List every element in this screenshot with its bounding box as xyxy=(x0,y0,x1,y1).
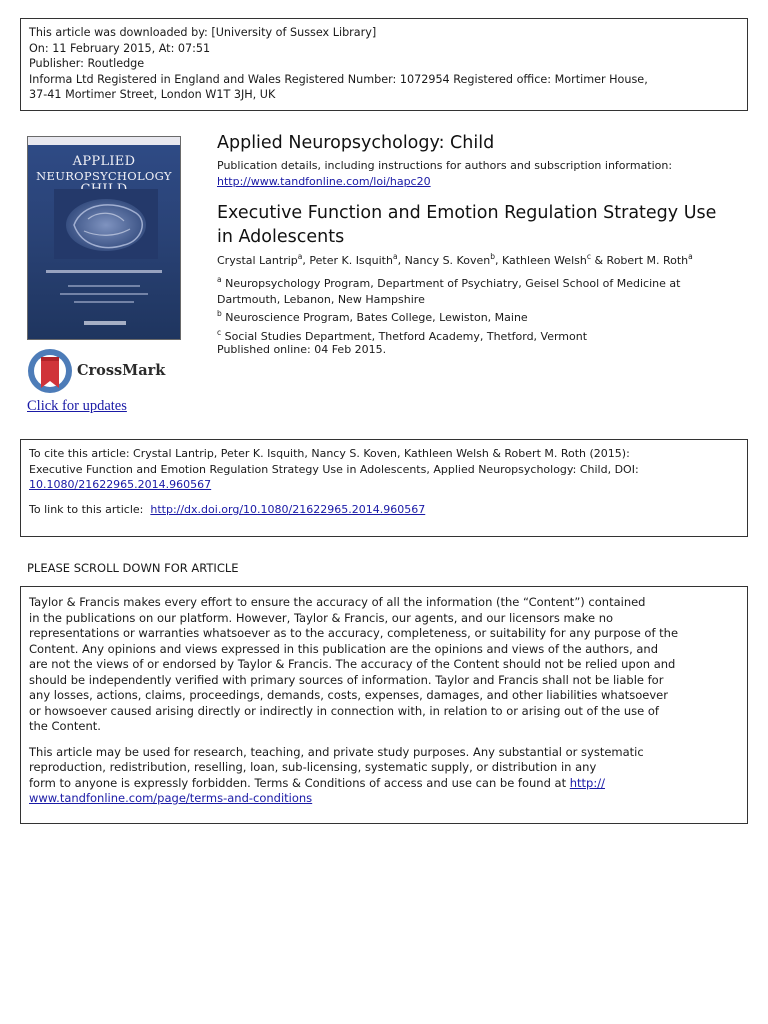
cover-text-line xyxy=(74,301,134,303)
author-name: Crystal Lantrip xyxy=(217,254,298,267)
cover-brain-graphic xyxy=(54,189,158,259)
link-to-article-label: To link to this article: xyxy=(29,502,144,516)
disclaimer-line: Content. Any opinions and views expressed in this publication are the opinions and views of the authors, and xyxy=(29,641,659,656)
author-separator: & xyxy=(590,254,607,267)
download-info-line: On: 11 February 2015, At: 07:51 xyxy=(29,41,211,55)
usage-paragraph xyxy=(29,745,739,807)
author-affiliation-mark: a xyxy=(297,252,303,261)
author-affiliation-mark: c xyxy=(586,252,591,261)
affiliation-text: Neuropsychology Program, Department of Psychiatry, Geisel School of Medicine at xyxy=(225,277,681,290)
publication-details-text: Publication details, including instructions for authors and subscription information: xyxy=(217,159,673,172)
published-date: Published online: 04 Feb 2015. xyxy=(217,343,387,356)
download-info-line: 37-41 Mortimer Street, London W1T 3JH, UK xyxy=(29,88,276,102)
download-info-line: This article was downloaded by: [University of Sussex Library] xyxy=(29,26,377,39)
journal-name: Applied Neuropsychology: Child xyxy=(217,133,495,153)
affiliation-mark: c xyxy=(217,328,222,337)
cover-title-line: NEUROPSYCHOLOGY xyxy=(36,169,172,183)
terms-link-continued[interactable]: www.tandfonline.com/page/terms-and-conditions xyxy=(29,791,313,805)
affiliation-mark: b xyxy=(217,309,222,318)
publisher-logo xyxy=(84,321,126,325)
affiliation-b xyxy=(217,306,528,326)
disclaimer-box xyxy=(20,586,748,824)
author-separator: , xyxy=(302,254,310,267)
author-list xyxy=(217,252,693,267)
author-affiliation-mark: b xyxy=(490,252,495,261)
cover-text-line xyxy=(68,285,140,287)
author-name: Robert M. Roth xyxy=(606,254,689,267)
author-separator: , xyxy=(397,254,405,267)
cover-title-line: APPLIED xyxy=(72,154,136,169)
download-info-box xyxy=(20,18,748,111)
disclaimer-line: are not the views of or endorsed by Taylor & Francis. The accuracy of the Content should not be relied upon and xyxy=(29,657,676,671)
download-info-line: Publisher: Routledge xyxy=(29,57,145,71)
author-name: Nancy S. Koven xyxy=(404,254,491,267)
disclaimer-line: any losses, actions, claims, proceedings, demands, costs, expenses, damages, and other liabilities whatsoever xyxy=(29,688,668,702)
citation-line: To cite this article: Crystal Lantrip, Peter K. Isquith, Nancy S. Koven, Kathleen Welsh & Robert M. Roth (2015): xyxy=(29,447,630,460)
citation-line: Executive Function and Emotion Regulation Strategy Use in Adolescents, Applied Neuropsychology: Child, DOI: xyxy=(29,462,639,476)
citation-box xyxy=(20,439,748,537)
disclaimer-line: Taylor & Francis makes every effort to ensure the accuracy of all the information (the “Content”) contained xyxy=(29,595,646,609)
author-name: Peter K. Isquith xyxy=(309,254,393,267)
usage-line: This article may be used for research, teaching, and private study purposes. Any substantial or systematic xyxy=(29,744,644,759)
click-for-updates-link[interactable]: Click for updates xyxy=(27,398,127,414)
doi-link[interactable]: 10.1080/21622965.2014.960567 xyxy=(29,478,212,491)
terms-link[interactable]: http:// xyxy=(569,775,605,790)
cover-top-band xyxy=(28,137,180,145)
cover-divider xyxy=(46,270,162,273)
download-info-line: Informa Ltd Registered in England and Wales Registered Number: 1072954 Registered office: Mortimer House, xyxy=(29,72,648,86)
disclaimer-line: in the publications on our platform. However, Taylor & Francis, our agents, and our licensors make no xyxy=(29,610,614,625)
disclaimer-paragraph xyxy=(29,595,739,735)
affiliation-text: Dartmouth, Lebanon, New Hampshire xyxy=(217,292,425,306)
affiliation-mark: a xyxy=(217,275,222,284)
disclaimer-line: the Content. xyxy=(29,719,101,733)
author-affiliation-mark: a xyxy=(688,252,693,261)
cover-text-line xyxy=(60,293,148,295)
journal-url-link[interactable]: http://www.tandfonline.com/loi/hapc20 xyxy=(217,174,431,188)
disclaimer-line: should be independently verified with primary sources of information. Taylor and Francis shall not be liable for xyxy=(29,672,664,687)
usage-line: reproduction, redistribution, reselling, loan, sub-licensing, systematic supply, or distribution in any xyxy=(29,760,597,774)
author-separator: , xyxy=(494,254,502,267)
scroll-notice: PLEASE SCROLL DOWN FOR ARTICLE xyxy=(27,561,239,575)
usage-line: form to anyone is expressly forbidden. Terms & Conditions of access and use can be found at xyxy=(29,775,570,790)
disclaimer-line: representations or warranties whatsoever as to the accuracy, completeness, or suitability for any purpose of the xyxy=(29,626,679,640)
publication-details xyxy=(217,158,672,189)
article-url-link[interactable]: http://dx.doi.org/10.1080/21622965.2014.960567 xyxy=(150,502,426,516)
affiliation-a xyxy=(217,272,680,307)
affiliation-text: Social Studies Department, Thetford Academy, Thetford, Vermont xyxy=(224,330,588,343)
crossmark-label[interactable]: CrossMark xyxy=(77,362,166,379)
affiliation-text: Neuroscience Program, Bates College, Lewiston, Maine xyxy=(225,311,528,324)
author-affiliation-mark: a xyxy=(392,252,398,261)
article-title: Executive Function and Emotion Regulation Strategy Use in Adolescents xyxy=(217,203,717,247)
journal-cover-image xyxy=(27,136,181,340)
author-name: Kathleen Welsh xyxy=(501,254,587,267)
disclaimer-line: or howsoever caused arising directly or indirectly in connection with, in relation to or arising out of the use of xyxy=(29,703,659,718)
